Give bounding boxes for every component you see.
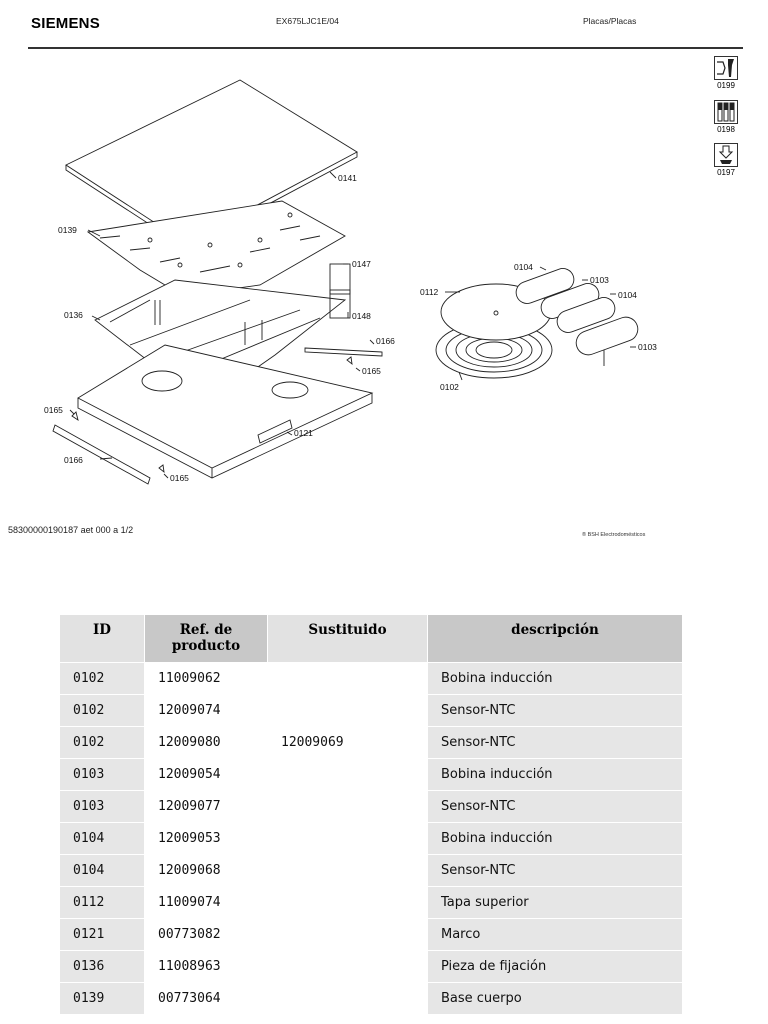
tool-code: 0199 <box>717 81 735 90</box>
cell-replaced <box>268 950 428 982</box>
table-row <box>60 822 682 854</box>
table-row <box>60 982 682 1014</box>
page-header <box>0 0 768 52</box>
cell-id: 0103 <box>60 790 145 822</box>
callout-0103: 0103 <box>638 342 657 352</box>
table-body <box>60 662 682 1014</box>
cell-id: 0102 <box>60 662 145 694</box>
exploded-view-svg <box>0 52 768 512</box>
cell-replaced <box>268 758 428 790</box>
cell-id: 0139 <box>60 982 145 1014</box>
table-row <box>60 790 682 822</box>
cell-description: Bobina inducción <box>428 822 682 854</box>
category-label: Placas/Placas <box>583 16 637 26</box>
cell-replaced <box>268 662 428 694</box>
copyright-notice: ® BSH Electrodomésticos <box>582 532 646 538</box>
cell-replaced <box>268 694 428 726</box>
cell-replaced <box>268 982 428 1014</box>
callout-0148: 0148 <box>352 311 371 321</box>
table-row <box>60 758 682 790</box>
cell-id: 0136 <box>60 950 145 982</box>
callout-0136: 0136 <box>64 310 83 320</box>
table-header-row <box>60 615 682 662</box>
table-row <box>60 854 682 886</box>
callout-0104: 0104 <box>514 262 533 272</box>
cell-id: 0104 <box>60 854 145 886</box>
callout-0165: 0165 <box>170 473 189 483</box>
cell-id: 0104 <box>60 822 145 854</box>
callout-0141: 0141 <box>338 173 357 183</box>
bottom-housing <box>78 345 372 478</box>
column-header-ref-line1: Ref. de <box>179 622 233 638</box>
cell-ref: 00773064 <box>145 982 268 1014</box>
document-reference: 58300000190187 aet 000 a 1/2 <box>8 525 134 535</box>
cell-id: 0121 <box>60 918 145 950</box>
cell-description: Sensor-NTC <box>428 694 682 726</box>
cell-description: Pieza de fijación <box>428 950 682 982</box>
callout-0165: 0165 <box>362 366 381 376</box>
callout-0165: 0165 <box>44 405 63 415</box>
cell-description: Base cuerpo <box>428 982 682 1014</box>
callout-0112: 0112 <box>420 287 439 297</box>
callout-0166: 0166 <box>64 455 83 465</box>
callout-0139: 0139 <box>58 225 77 235</box>
table-row <box>60 950 682 982</box>
cell-id: 0102 <box>60 726 145 758</box>
column-header-id: ID <box>60 615 145 662</box>
cell-ref: 12009068 <box>145 854 268 886</box>
clip-b <box>347 357 352 364</box>
cell-id: 0102 <box>60 694 145 726</box>
cell-ref: 11008963 <box>145 950 268 982</box>
cell-ref: 12009077 <box>145 790 268 822</box>
cell-replaced <box>268 822 428 854</box>
cell-replaced <box>268 886 428 918</box>
tool-code: 0197 <box>717 168 735 177</box>
table-row <box>60 726 682 758</box>
table-row <box>60 662 682 694</box>
column-header-replaced: Sustituido <box>268 615 428 662</box>
side-strip-right <box>305 348 382 356</box>
callout-0103: 0103 <box>590 275 609 285</box>
callout-0166: 0166 <box>376 336 395 346</box>
cell-description: Tapa superior <box>428 886 682 918</box>
tool-code: 0198 <box>717 125 735 134</box>
cell-description: Marco <box>428 918 682 950</box>
model-number: EX675LJC1E/04 <box>276 16 339 26</box>
callout-0104: 0104 <box>618 290 637 300</box>
cell-ref: 12009074 <box>145 694 268 726</box>
cell-replaced: 12009069 <box>268 726 428 758</box>
brand-logo: SIEMENS <box>31 15 100 32</box>
cell-ref: 11009062 <box>145 662 268 694</box>
cell-ref: 11009074 <box>145 886 268 918</box>
cell-id: 0103 <box>60 758 145 790</box>
exploded-view-drawing <box>0 52 768 512</box>
cell-description: Sensor-NTC <box>428 854 682 886</box>
cell-replaced <box>268 854 428 886</box>
callout-0121: 0121 <box>294 428 313 438</box>
header-divider <box>28 47 743 49</box>
table-row <box>60 918 682 950</box>
cell-description: Sensor-NTC <box>428 790 682 822</box>
cell-ref: 12009054 <box>145 758 268 790</box>
column-header-description: descripción <box>428 615 682 662</box>
cell-replaced <box>268 918 428 950</box>
parts-table <box>60 615 682 1014</box>
callout-0147: 0147 <box>352 259 371 269</box>
table-row <box>60 886 682 918</box>
cell-description: Sensor-NTC <box>428 726 682 758</box>
cell-ref: 12009053 <box>145 822 268 854</box>
cell-replaced <box>268 790 428 822</box>
clip-c <box>159 465 164 472</box>
cell-ref: 12009080 <box>145 726 268 758</box>
table-row <box>60 694 682 726</box>
cell-description: Bobina inducción <box>428 758 682 790</box>
column-header-ref <box>145 615 268 662</box>
cell-ref: 00773082 <box>145 918 268 950</box>
column-header-ref-line2: producto <box>171 638 241 654</box>
cell-description: Bobina inducción <box>428 662 682 694</box>
cell-id: 0112 <box>60 886 145 918</box>
callout-0102: 0102 <box>440 382 459 392</box>
